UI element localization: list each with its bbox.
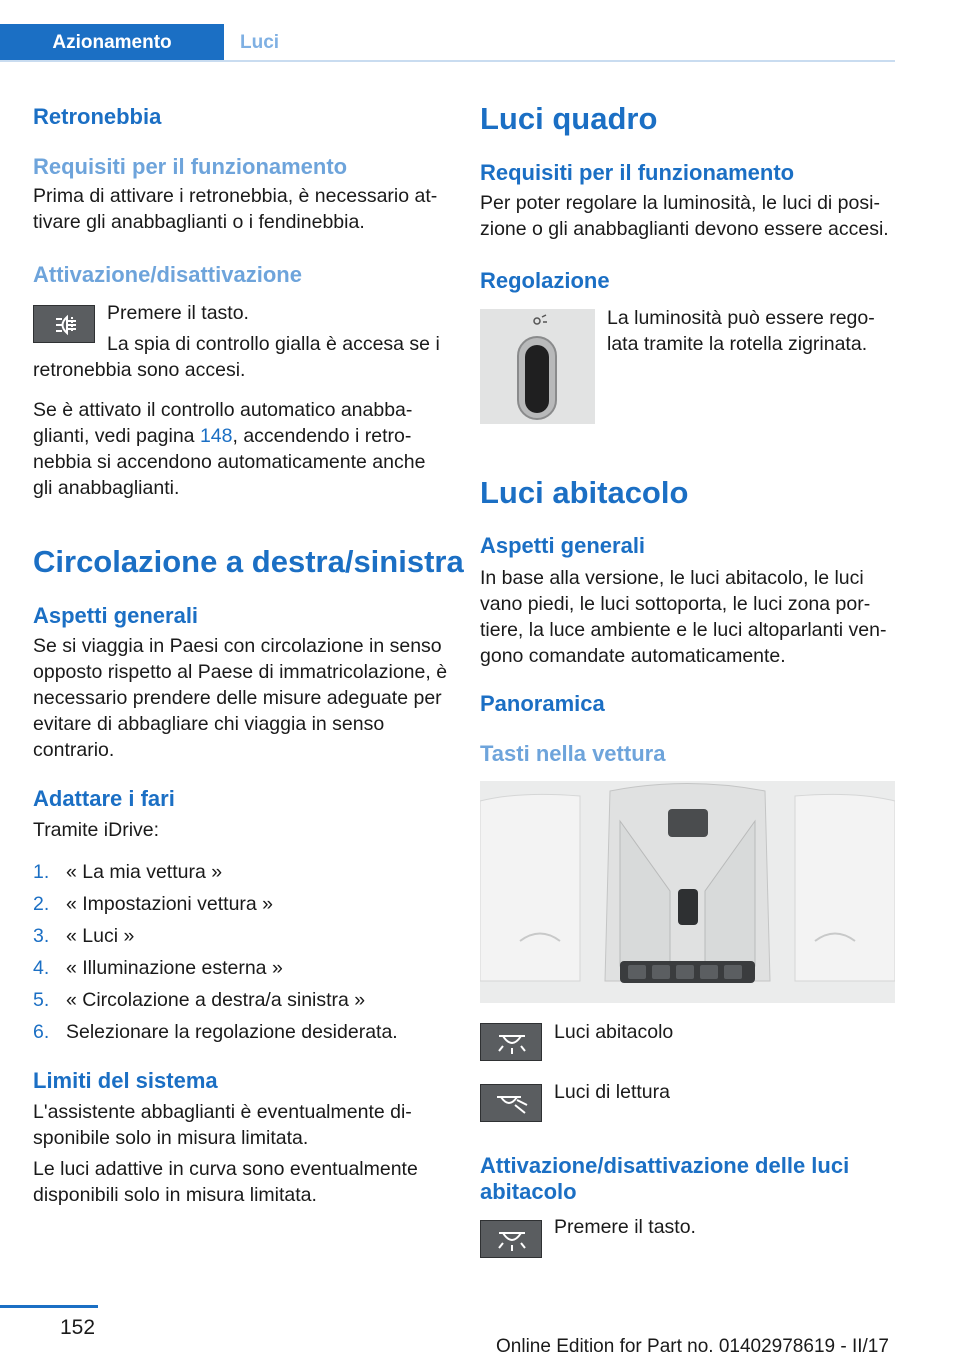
retro-req-text: Prima di attivare i retronebbia, è necessario at-tivare gli anabbaglianti o i fendinebbia. <box>33 185 438 233</box>
retro-act-text2: La spia di controllo gialla è accesa se i retronebbia sono accesi. <box>33 333 440 381</box>
page-link[interactable]: 148 <box>199 425 233 447</box>
quadro-req-text: Per poter regolare la luminosità, le luci di posi-zione o gli anabbaglianti devono essere accesi. <box>480 192 889 240</box>
list-item-number: 4. <box>33 957 50 979</box>
act-text: Premere il tasto. <box>554 1216 696 1238</box>
adapt-title: Adattare i fari <box>33 786 175 811</box>
header-chapter-tab: Luci <box>240 32 280 53</box>
list-item <box>33 952 448 984</box>
header-section-tab: Azionamento <box>0 24 224 62</box>
list-item-text: « Luci » <box>66 925 135 947</box>
list-item <box>33 1016 448 1048</box>
list-item-text: « Illuminazione esterna » <box>66 957 283 979</box>
limit-title: Limiti del sistema <box>33 1068 218 1093</box>
abit-gen-title: Aspetti generali <box>480 533 646 558</box>
act-title: Attivazione/disattivazione delle luci abitacolo <box>480 1153 850 1204</box>
retro-auto-text <box>33 397 448 501</box>
retro-req-title: Requisiti per il funzionamento <box>33 154 348 179</box>
quadro-req-title: Requisiti per il funzionamento <box>480 160 795 185</box>
interior-light-icon <box>480 1023 542 1061</box>
quadro-title: Luci quadro <box>480 101 658 136</box>
list-item-number: 6. <box>33 1021 50 1043</box>
circ-gen-text: Se si viaggia in Paesi con circolazione in senso opposto rispetto al Paese di immatricolazione, è necessario prendere delle misure adeguate per evitare di abbagliare chi viaggia in senso contrario. <box>33 635 448 761</box>
reading-light-icon <box>480 1084 542 1122</box>
retro-auto-post: , accendendo i retro-nebbia si accendono automaticamente anche gli anabbaglianti. <box>33 425 426 499</box>
list-item-text: « La mia vettura » <box>66 861 223 883</box>
footer-divider <box>0 1305 98 1308</box>
roof-console-photo <box>480 781 895 1003</box>
list-item-text: Selezionare la regolazione desiderata. <box>66 1021 398 1043</box>
abit-title: Luci abitacolo <box>480 475 689 510</box>
circ-title: Circolazione a destra/sinistra <box>33 544 464 579</box>
retro-act-text1: Premere il tasto. <box>107 302 249 324</box>
reg-title: Regolazione <box>480 268 610 293</box>
btn1-label: Luci abitacolo <box>554 1021 674 1043</box>
thumbwheel-icon <box>480 309 595 424</box>
list-item-text: « Impostazioni vettura » <box>66 893 274 915</box>
pano-title: Panoramica <box>480 691 605 716</box>
interior-light-icon <box>480 1220 542 1258</box>
retro-title: Retronebbia <box>33 104 162 129</box>
circ-gen-title: Aspetti generali <box>33 603 199 628</box>
limit-text2: Le luci adattive in curva sono eventualmente disponibili solo in misura limitata. <box>33 1158 418 1206</box>
page-number: 152 <box>60 1316 96 1339</box>
btn2-label: Luci di lettura <box>554 1081 670 1103</box>
list-item-number: 3. <box>33 925 50 947</box>
idrive-steps-list <box>33 856 448 1048</box>
list-item-number: 1. <box>33 861 50 883</box>
reg-text: La luminosità può essere rego-lata tramite la rotella zigrinata. <box>607 307 875 355</box>
list-item-number: 2. <box>33 893 50 915</box>
list-item-text: « Circolazione a destra/a sinistra » <box>66 989 366 1011</box>
retro-act-title: Attivazione/disattivazione <box>33 262 302 287</box>
adapt-text: Tramite iDrive: <box>33 819 160 841</box>
retro-auto-pre: Se è attivato il controllo automatico anabba-glianti, vedi pagina <box>33 399 413 447</box>
list-item <box>33 920 448 952</box>
list-item-number: 5. <box>33 989 50 1011</box>
abit-gen-text: In base alla versione, le luci abitacolo, le luci vano piedi, le luci sottoporta, le luci zona por-tiere, la luce ambiente e le luci altoparlanti ven-gono comandate automaticamente. <box>480 567 887 667</box>
footer-edition: Online Edition for Part no. 01402978619 - II/17 <box>496 1336 889 1357</box>
list-item <box>33 888 448 920</box>
list-item <box>33 984 448 1016</box>
list-item <box>33 856 448 888</box>
limit-text1: L'assistente abbaglianti è eventualmente di-sponibile solo in misura limitata. <box>33 1101 412 1149</box>
header-divider <box>0 60 895 62</box>
tasti-title: Tasti nella vettura <box>480 741 666 766</box>
